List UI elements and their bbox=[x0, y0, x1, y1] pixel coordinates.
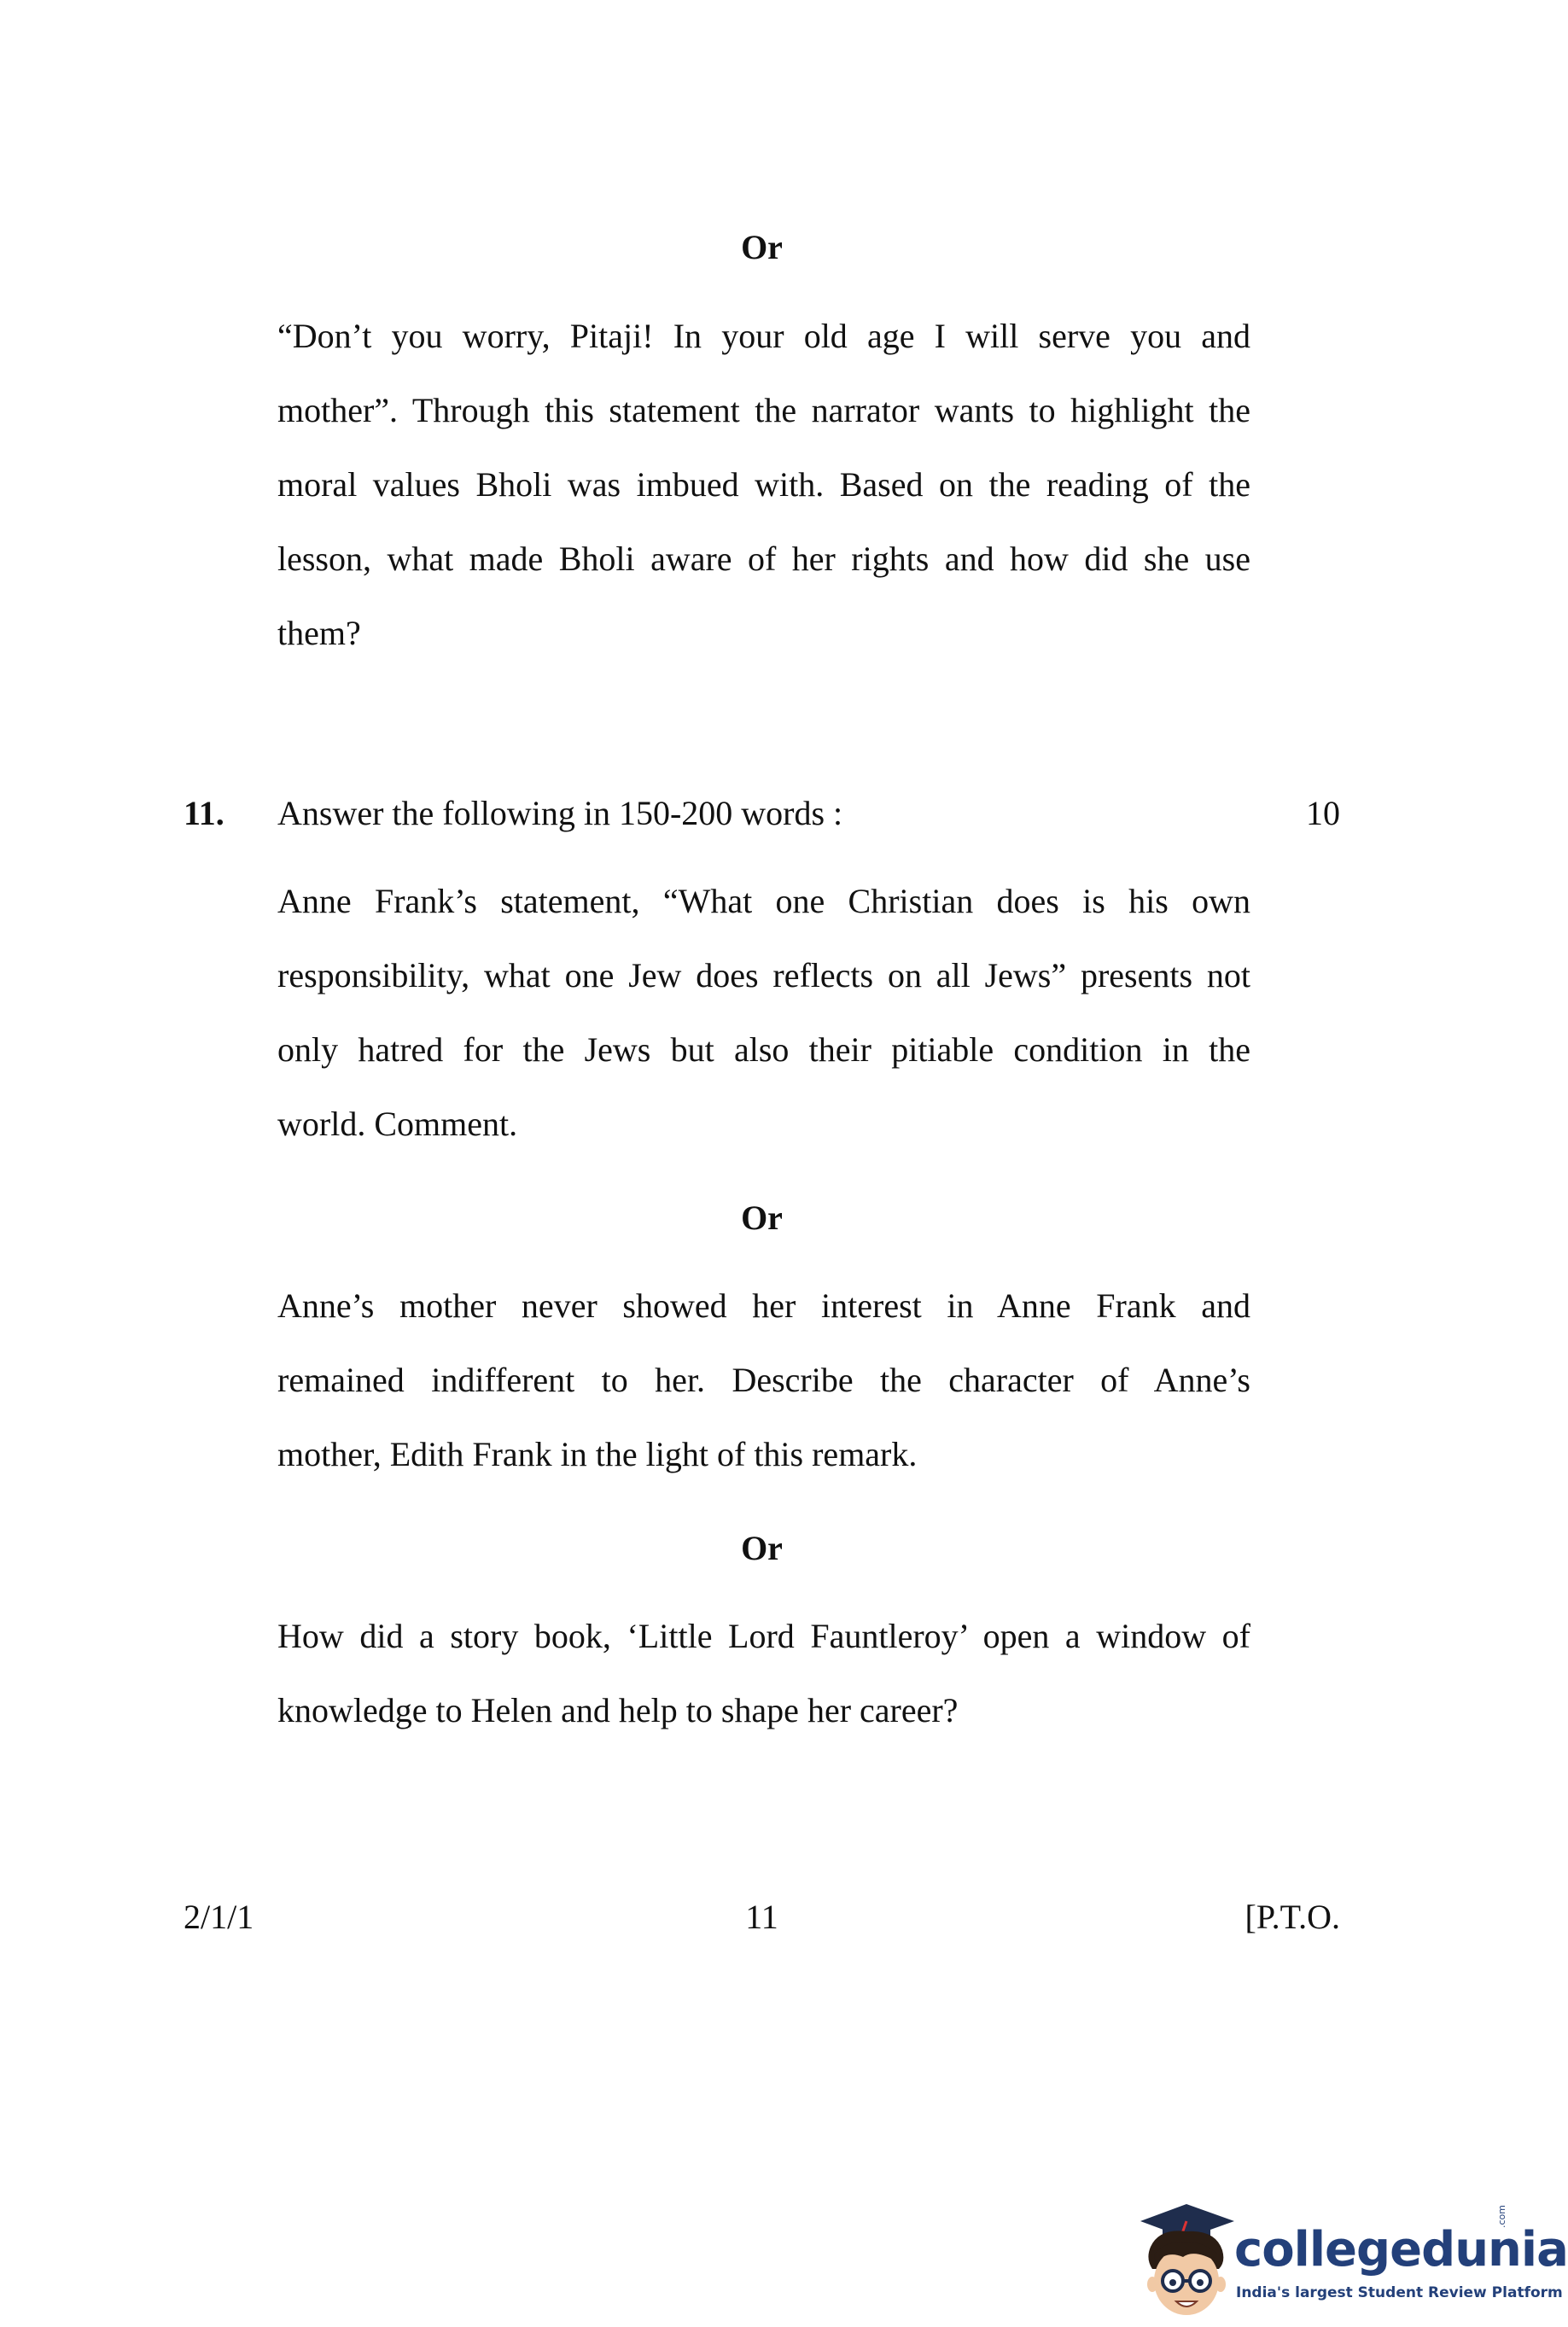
question-heading: Answer the following in 150-200 words : bbox=[277, 794, 843, 832]
option-line: world. Comment. bbox=[277, 1105, 518, 1143]
logo-tagline: India's largest Student Review Platform bbox=[1236, 2284, 1563, 2301]
passage-bholi bbox=[277, 299, 1250, 670]
question-number: 11. bbox=[184, 794, 224, 832]
option-line: only hatred for the Jews but also their pitiable condition in the bbox=[277, 1030, 1250, 1069]
option-line: How did a story book, ‘Little Lord Fauntleroy’ open a window of bbox=[277, 1617, 1250, 1655]
question-marks: 10 bbox=[1306, 794, 1340, 832]
student-mascot-icon bbox=[1134, 2202, 1234, 2322]
option-line: responsibility, what one Jew does reflects on all Jews” presents not bbox=[277, 956, 1250, 994]
option-line: Anne Frank’s statement, “What one Christian does is his own bbox=[277, 882, 1250, 920]
option-line: mother, Edith Frank in the light of this remark. bbox=[277, 1435, 918, 1473]
option-line: remained indifferent to her. Describe the character of Anne’s bbox=[277, 1361, 1250, 1399]
or-separator-2: Or bbox=[741, 1198, 783, 1237]
or-separator-1: Or bbox=[741, 228, 783, 266]
question-option-edith-frank bbox=[277, 1268, 1250, 1491]
passage-line: them? bbox=[277, 614, 361, 652]
collegedunia-logo[interactable] bbox=[1134, 2202, 1568, 2322]
passage-line: moral values Bholi was imbued with. Based on the reading of the bbox=[277, 465, 1250, 504]
footer-paper-code: 2/1/1 bbox=[184, 1898, 254, 1936]
footer-page-number: 11 bbox=[745, 1898, 778, 1936]
passage-line: mother”. Through this statement the narrator wants to highlight the bbox=[277, 391, 1250, 429]
footer-pto: [P.T.O. bbox=[1244, 1898, 1340, 1936]
option-line: knowledge to Helen and help to shape her career? bbox=[277, 1691, 959, 1729]
option-line: Anne’s mother never showed her interest in Anne Frank and bbox=[277, 1286, 1250, 1325]
passage-line: “Don’t you worry, Pitaji! In your old age I will serve you and bbox=[277, 317, 1250, 355]
question-option-helen bbox=[277, 1599, 1250, 1747]
passage-line: lesson, what made Bholi aware of her rights and how did she use bbox=[277, 539, 1250, 578]
logo-domain-suffix: .com bbox=[1496, 2205, 1507, 2228]
or-separator-3: Or bbox=[741, 1529, 783, 1567]
question-option-anne-statement bbox=[277, 864, 1250, 1161]
logo-brand-name: collegedunia bbox=[1234, 2222, 1568, 2277]
